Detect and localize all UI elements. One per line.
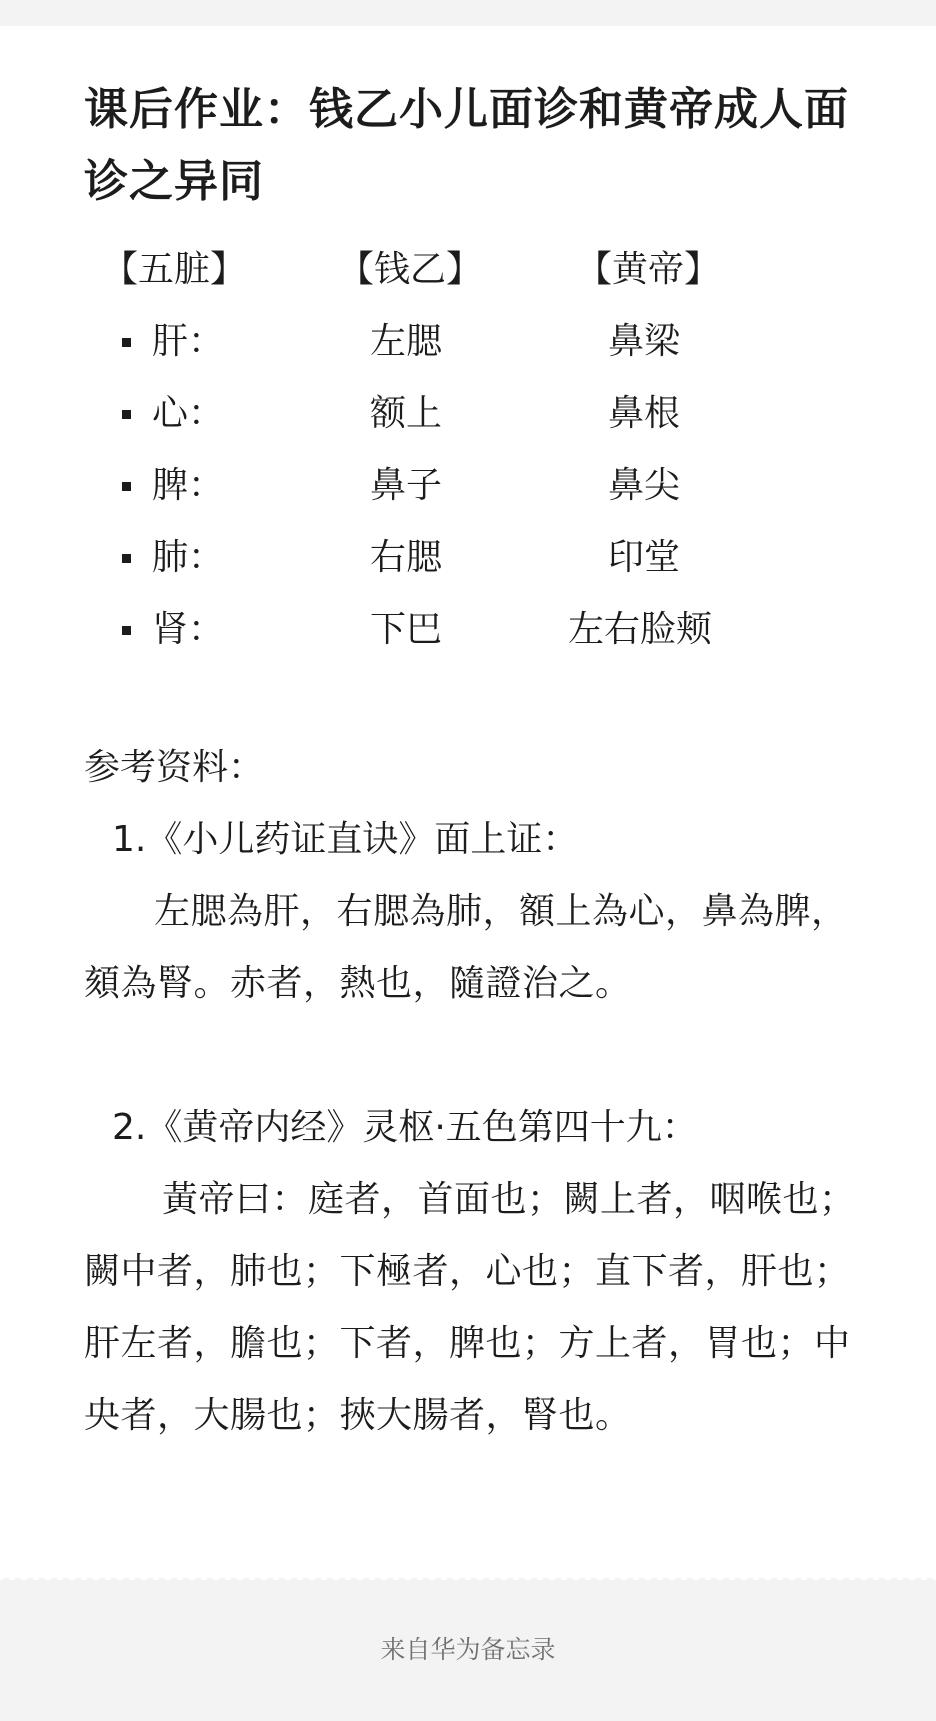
reference-title: 2.《黄帝内经》灵枢·五色第四十九： — [112, 1107, 698, 1148]
organ-name: 肺： — [152, 537, 225, 578]
references-heading: 参考资料： — [84, 747, 265, 788]
huang-di-location: 左右脸颊 — [568, 609, 713, 650]
organ-name: 肾： — [152, 609, 225, 650]
table-row — [84, 450, 804, 522]
note-title: 课后作业：钱乙小儿面诊和黄帝成人面诊之异同 — [84, 84, 849, 207]
bullet-icon — [122, 410, 131, 419]
table-row — [84, 594, 804, 666]
organ-name: 心： — [152, 393, 225, 434]
bullet-icon — [122, 554, 131, 563]
huang-di-location: 鼻根 — [608, 393, 681, 434]
qian-yi-location: 右腮 — [370, 537, 443, 578]
bullet-icon — [122, 338, 131, 347]
huang-di-location: 鼻尖 — [608, 465, 681, 506]
qian-yi-location: 下巴 — [370, 609, 443, 650]
qian-yi-location: 鼻子 — [370, 465, 443, 506]
header-organ: 【五脏】 — [102, 249, 247, 290]
reference-text: 黃帝曰：庭者，首面也；闕上者，咽喉也；闕中者，肺也；下極者，心也；直下者，肝也；肝左者，膽也；下者，脾也；方上者，胃也；中央者，大腸也；挾大腸者，腎也。 — [84, 1179, 856, 1436]
bullet-icon — [122, 482, 131, 491]
references-section — [84, 732, 874, 1452]
bullet-icon — [122, 626, 131, 635]
table-header — [84, 234, 804, 306]
organ-name: 脾： — [152, 465, 225, 506]
organ-comparison-table — [84, 234, 804, 666]
table-row — [84, 306, 804, 378]
header-qian-yi: 【钱乙】 — [338, 249, 483, 290]
qian-yi-location: 额上 — [370, 393, 443, 434]
source-footer: 来自华为备忘录 — [380, 1635, 556, 1664]
table-row — [84, 378, 804, 450]
reference-text: 左腮為肝，右腮為肺，額上為心，鼻為脾，頦為腎。赤者，熱也，隨證治之。 — [84, 891, 848, 1004]
reference-title: 1.《小儿药证直诀》面上证： — [112, 819, 579, 860]
torn-edge-bottom — [0, 1578, 936, 1586]
paragraph-spacer — [84, 1020, 874, 1092]
header-huang-di: 【黄帝】 — [576, 249, 721, 290]
qian-yi-location: 左腮 — [370, 321, 443, 362]
huang-di-location: 鼻梁 — [608, 321, 681, 362]
table-row — [84, 522, 804, 594]
organ-name: 肝： — [152, 321, 225, 362]
huang-di-location: 印堂 — [608, 537, 681, 578]
